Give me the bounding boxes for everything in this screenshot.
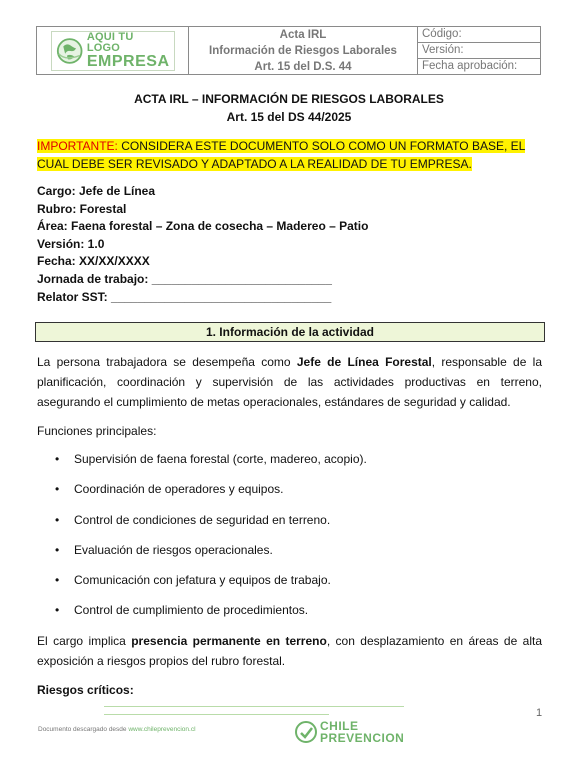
- field-rubro: Rubro: Forestal: [37, 201, 127, 216]
- field-area: Área: Faena forestal – Zona de cosecha – Madereo – Patio: [37, 219, 369, 234]
- globe-icon: [56, 36, 83, 66]
- intro-text-rest: , responsable de la planificación, coordinación y supervisión de las actividades productivas en terreno, asegurando el cumplimiento de metas operacionales, estándares de seguridad y calidad.: [37, 355, 543, 409]
- bullet-icon: •: [55, 542, 60, 557]
- bullet-icon: •: [55, 603, 60, 618]
- footer-divider: [104, 706, 404, 707]
- footer-source: [38, 726, 196, 733]
- header-title-line: Art. 15 del D.S. 44: [254, 60, 352, 73]
- important-label: IMPORTANTE:: [37, 139, 118, 153]
- presence-text: El cargo implica: [37, 634, 132, 648]
- function-text: Control de cumplimiento de procedimientos.: [74, 603, 309, 618]
- brand-icon: [295, 721, 317, 743]
- bullet-icon: •: [55, 482, 60, 497]
- bullet-icon: •: [55, 512, 60, 527]
- meta-approval-date: Fecha aprobación:: [422, 60, 518, 72]
- logo-line2: EMPRESA: [86, 52, 170, 70]
- company-logo: [51, 31, 175, 71]
- logo-line1: AQUI TU LOGO: [86, 30, 134, 54]
- bullet-icon: •: [55, 573, 60, 588]
- critical-risks-label: Riesgos críticos:: [37, 683, 134, 697]
- footer-divider: [104, 714, 329, 715]
- field-cargo: Cargo: Jefe de Línea: [37, 184, 156, 198]
- list-item: [55, 603, 367, 633]
- functions-label: Funciones principales:: [37, 424, 157, 438]
- list-item: [55, 513, 367, 543]
- section-heading: 1. Información de la actividad: [35, 322, 545, 342]
- header-title-line: Información de Riesgos Laborales: [209, 44, 397, 57]
- list-item: [55, 543, 367, 573]
- presence-text-rest: , con desplazamiento en áreas de alta exposición a riesgos propios del rubro forestal.: [37, 634, 542, 668]
- function-text: Comunicación con jefatura y equipos de trabajo.: [74, 573, 331, 588]
- intro-role: Jefe de Línea Forestal: [296, 355, 432, 369]
- important-text: CONSIDERA ESTE DOCUMENTO SOLO COMO UN FORMATO BASE, EL CUAL DEBE SER REVISADO Y ADAPTADO A LA REALIDAD DE TU EMPRESA.: [37, 139, 526, 171]
- intro-text: La persona trabajadora se desempeña como: [37, 355, 297, 369]
- document-title: ACTA IRL – INFORMACIÓN DE RIESGOS LABORALES: [134, 92, 444, 106]
- field-jornada: Jornada de trabajo: ___________________________: [37, 271, 332, 286]
- functions-list: [55, 452, 367, 634]
- field-fecha: Fecha: XX/XX/XXXX: [37, 254, 150, 269]
- function-text: Supervisión de faena forestal (corte, madereo, acopio).: [74, 452, 367, 466]
- field-version: Versión: 1.0: [37, 236, 105, 251]
- footer-source-link[interactable]: www.chileprevencion.cl: [128, 726, 196, 733]
- list-item: [55, 573, 367, 603]
- list-item: [55, 482, 367, 512]
- brand-line1: CHILE: [320, 719, 359, 733]
- field-relator: Relator SST: _________________________________: [37, 289, 332, 304]
- meta-version: Versión:: [418, 43, 540, 59]
- document-fields: [37, 183, 368, 306]
- header-title-line: Acta IRL: [279, 28, 327, 41]
- list-item: [55, 452, 367, 482]
- presence-bold: presencia permanente en terreno: [131, 634, 327, 648]
- logo-cell: [37, 27, 189, 74]
- activity-intro: [37, 352, 542, 412]
- meta-code: Código:: [418, 27, 540, 43]
- function-text: Control de condiciones de seguridad en terreno.: [74, 512, 331, 527]
- header-title-cell: [189, 27, 418, 74]
- bullet-icon: •: [55, 452, 60, 466]
- header-table: [36, 26, 541, 75]
- presence-paragraph: [37, 631, 542, 671]
- document-subtitle: Art. 15 del DS 44/2025: [226, 110, 352, 124]
- page-number: 1: [536, 707, 543, 719]
- function-text: Evaluación de riesgos operacionales.: [74, 542, 273, 557]
- function-text: Coordinación de operadores y equipos.: [74, 482, 284, 497]
- brand-line2: PREVENCION: [320, 731, 405, 745]
- important-notice: [37, 137, 545, 173]
- footer-brand-logo: [295, 720, 404, 744]
- header-meta-cell: [418, 27, 540, 74]
- footer-source-text: Documento descargado desde: [38, 726, 129, 733]
